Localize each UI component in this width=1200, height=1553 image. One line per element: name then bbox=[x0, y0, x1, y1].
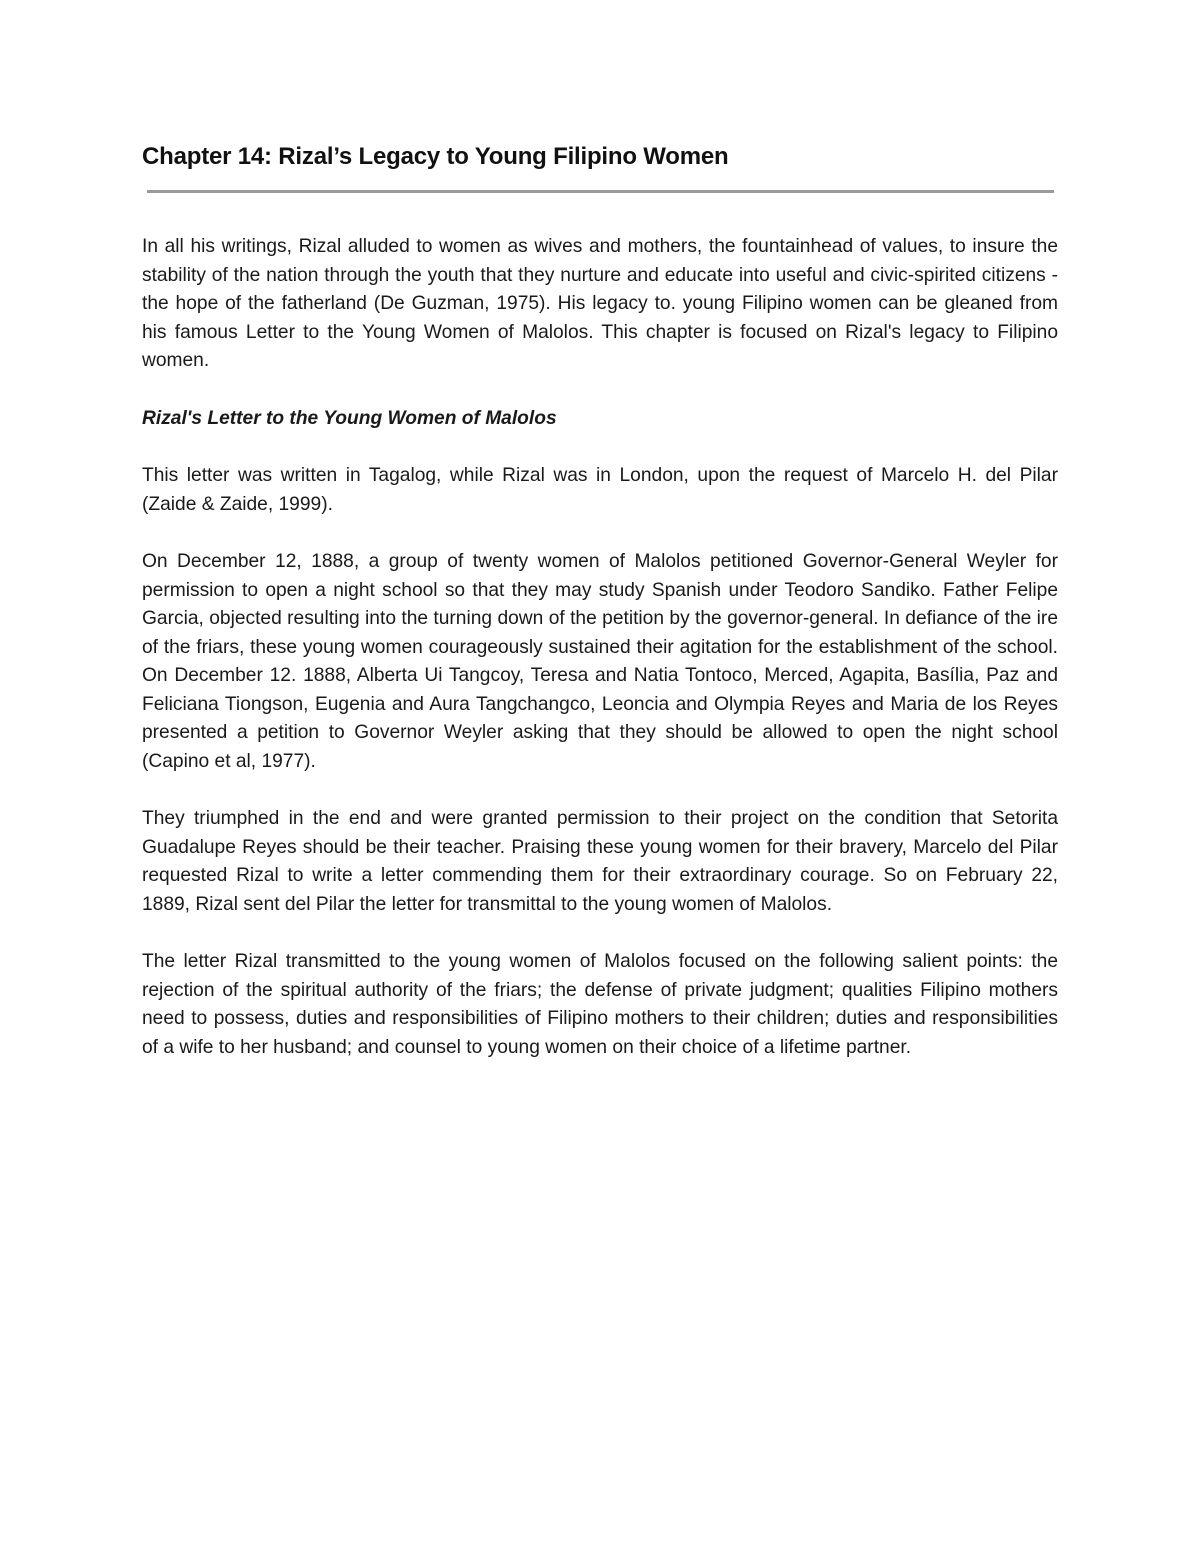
intro-paragraph: In all his writings, Rizal alluded to women as wives and mothers, the fountainhead of values, to insure the stability of the nation through the youth that they nurture and educate into useful and civic-spirited citizens - the hope of the fatherland (De Guzman, 1975). His legacy to. young Filipino women can be gleaned from his famous Letter to the Young Women of Malolos. This chapter is focused on Rizal's legacy to Filipino women. bbox=[142, 236, 1058, 371]
paragraph-permission: They triumphed in the end and were granted permission to their project on the condition that Setorita Guadalupe Reyes should be their teacher. Praising these young women for their bravery, Marcelo del Pilar requested Rizal to write a letter commending them for their extraordinary courage. So on February 22, 1889, Rizal sent del Pilar the letter for transmittal to the young women of Malolos. bbox=[142, 808, 1058, 915]
paragraph-salient-points: The letter Rizal transmitted to the young women of Malolos focused on the following salient points: the rejection of the spiritual authority of the friars; the defense of private judgment; qualities Filipino mothers need to possess, duties and responsibilities of Filipino mothers to their children; duties and responsibilities of a wife to her husband; and counsel to young women on their choice of a lifetime partner. bbox=[142, 951, 1058, 1058]
paragraph-petition: On December 12, 1888, a group of twenty women of Malolos petitioned Governor-General Weyler for permission to open a night school so that they may study Spanish under Teodoro Sandiko. Father Felipe Garcia, objected resulting into the turning down of the petition by the governor-general. In defiance of the ire of the friars, these young women courageously sustained their agitation for the establishment of the school. On December 12. 1888, Alberta Ui Tangcoy, Teresa and Natia Tontoco, Merced, Agapita, Basília, Paz and Feliciana Tiongson, Eugenia and Aura Tangchangco, Leoncia and Olympia Reyes and Maria de los Reyes presented a petition to Governor Weyler asking that they should be allowed to open the night school (Capino et al, 1977). bbox=[142, 551, 1058, 772]
document-body bbox=[142, 138, 1058, 1062]
paragraph-letter-origin: This letter was written in Tagalog, while Rizal was in London, upon the request of Marcelo H. del Pilar (Zaide & Zaide, 1999). bbox=[142, 465, 1058, 515]
section-heading: Rizal's Letter to the Young Women of Malolos bbox=[142, 407, 557, 429]
page-title: Chapter 14: Rizal’s Legacy to Young Filipino Women bbox=[142, 143, 729, 170]
title-divider bbox=[147, 190, 1054, 193]
